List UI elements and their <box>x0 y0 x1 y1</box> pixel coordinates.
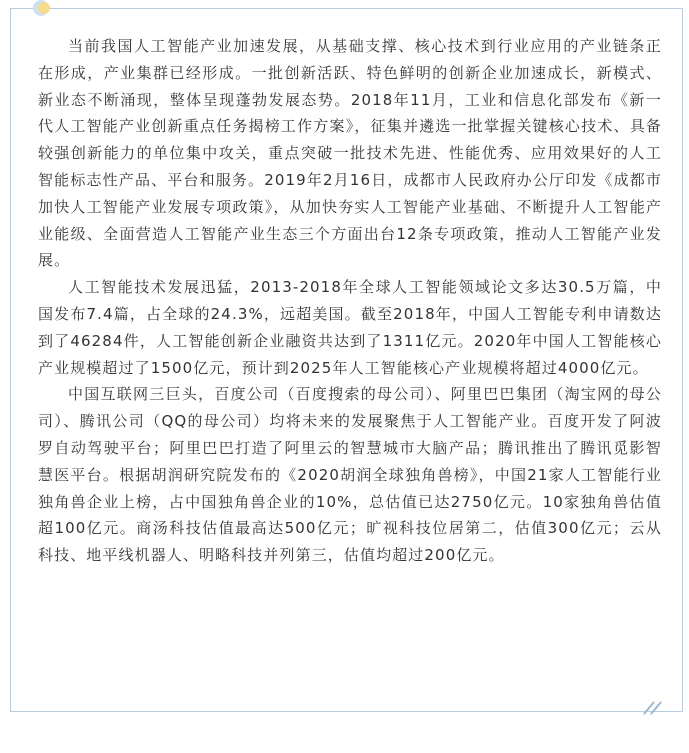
paragraph: 人工智能技术发展迅猛，2013-2018年全球人工智能领域论文多达30.5万篇，中国发布7.4篇，占全球的24.3%，远超美国。截至2018年，中国人工智能专利申请数达到了46284件，人工智能创新企业融资共达到了1311亿元。2020年中国人工智能核心产业规模超过了1500亿元，预计到2025年人工智能核心产业规模将超过4000亿元。 <box>38 278 662 377</box>
article-body <box>38 33 662 569</box>
paragraph: 当前我国人工智能产业加速发展，从基础支撑、核心技术到行业应用的产业链条正在形成，产业集群已经形成。一批创新活跃、特色鲜明的创新企业加速成长，新模式、新业态不断涌现，整体呈现蓬勃发展态势。2018年11月，工业和信息化部发布《新一代人工智能产业创新重点任务揭榜工作方案》，征集并遴选一批掌握关键核心技术、具备较强创新能力的单位集中攻关，重点突破一批技术先进、性能优秀、应用效果好的人工智能标志性产品、平台和服务。2019年2月16日，成都市人民政府办公厅印发《成都市加快人工智能产业发展专项政策》，从加快夯实人工智能产业基础、不断提升人工智能产业能级、全面营造人工智能产业生态三个方面出台12条专项政策，推动人工智能产业发展。 <box>38 37 662 270</box>
paragraph: 中国互联网三巨头，百度公司（百度搜索的母公司）、阿里巴巴集团（淘宝网的母公司）、腾讯公司（QQ的母公司）均将未来的发展聚焦于人工智能产业。百度开发了阿波罗自动驾驶平台；阿里巴巴打造了阿里云的智慧城市大脑产品；腾讯推出了腾讯觅影智慧医平台。根据胡润研究院发布的《2020胡润全球独角兽榜》，中国21家人工智能行业独角兽企业上榜，占中国独角兽企业的10%，总估值已达2750亿元。10家独角兽估值超100亿元。商汤科技估值最高达500亿元；旷视科技位居第二，估值300亿元；云从科技、地平线机器人、明略科技并列第三，估值均超过200亿元。 <box>38 385 662 565</box>
decorative-slashes-icon <box>640 700 670 720</box>
decorative-dots-icon <box>33 0 55 18</box>
